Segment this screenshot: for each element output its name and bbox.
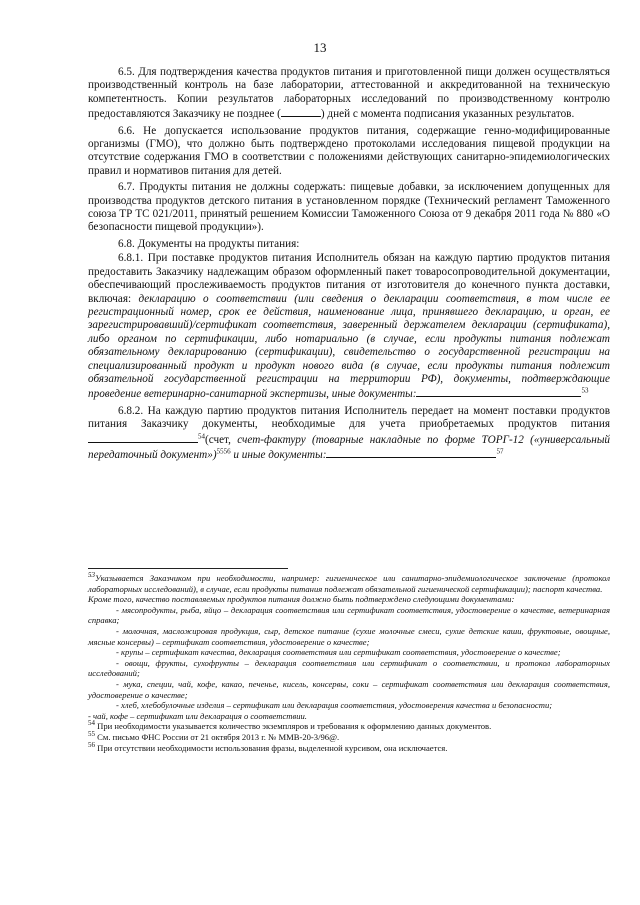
paragraph-6-8-2-mid: (счет, [205,433,238,446]
footnote-54-num: 54 [88,719,95,728]
paragraph-6-8-2 [88,405,610,463]
docs-blank [88,432,198,443]
paragraph-6-8-1-plain: 6.8.1. При поставке продуктов питания Исполнитель обязан на каждую партию продуктов питания предоставить Заказчику надлежащим образом оформленный пакет товаросопроводительной документации, обеспечивающий прослеживаемость продуктов питания от изготовителя до конечного пункта доставки, включая: [88,252,610,305]
footnote-53-intro: Кроме того, качество поставляемых продуктов питания должно быть подтверждено следующими документами: [88,594,515,605]
paragraph-6-5-tail: дней с момента подписания указанных результатов. [327,108,575,121]
other-docs-blank [416,386,581,397]
document-body [88,66,610,465]
paragraph-6-7: 6.7. Продукты питания не должны содержать: пищевые добавки, за исключением допущенных для производства продуктов детского питания в установленном порядке (Технический регламент Таможенного союза ТР ТС 021/2011, принятый решением Комиссии Таможенного Союза от 9 декабря 2011 года № 880 «О безопасности пищевой продукции»). [88,181,610,234]
footnote-56 [88,740,610,754]
paragraph-6-6: 6.6. Не допускается использование продуктов питания, содержащие генно-модифицированные организмы (ГМО), что должно быть подтверждено протоколами исследования пищевой продукции на отсутствие содержания ГМО в соответствии с положениями действующих санитарно-эпидемиологических правил и нормативов питания для детей. [88,124,610,177]
footnote-53-item: - молочная, масложировая продукция, сыр, детское питание (сухие молочные смеси, сухие детские каши, фруктовые, овощные, мясные консервы) – сертификат соответствия, удостоверение о качестве; [88,625,610,647]
page-number: 13 [313,40,327,55]
footnote-56-text: При отсутствии необходимости использования фразы, выделенной курсивом, она исключается. [97,742,448,753]
footnote-54 [88,721,610,732]
footnote-54-text: При необходимости указывается количество экземпляров и требования к оформлению данных документов. [97,721,492,732]
paragraph-6-5-close: ) [320,108,325,121]
paragraph-6-8-2-italic: счет-фактуру (товарные накладные по форме ТОРГ-12 («универсальный передаточный документ») [88,433,610,461]
footnote-53 [88,573,610,594]
footnotes [88,573,610,753]
footnote-ref-57: 57 [496,447,504,456]
other-docs-blank-2 [326,447,496,458]
paragraph-6-5 [88,66,610,122]
footnote-53-item: - мука, специи, чай, кофе, какао, печенье, кисель, консервы, соки – сертификат соответствия или декларация соответствия, удостоверение о качестве; [88,678,610,700]
footnote-ref-53: 53 [581,386,589,395]
footnote-53-item: - чай, кофе – сертификат или декларация о соответствии. [88,710,307,721]
footnote-53-item: - крупы – сертификат качества, декларация соответствия или сертификат соответствия, удостоверение о качестве; [116,647,561,658]
footnote-separator [88,568,288,569]
footnote-53-item: - хлеб, хлебобулочные изделия – сертификат или декларация соответствия, удостоверения качества и безопасности; [116,700,553,711]
footnote-ref-54: 54 [198,431,205,440]
paragraph-6-8-1 [88,252,610,401]
footnote-ref-55: 55 [216,447,224,456]
footnote-56-num: 56 [88,740,95,749]
footnote-53-num: 53 [88,571,95,580]
paragraph-6-5-text: 6.5. Для подтверждения качества продуктов питания и приготовленной пищи должен осуществляться производственный контроль на базе лаборатории, аттестованной и аккредитованной на техническую компетентность. Копии результатов лабораторных исследований по производственному контролю предоставляются Заказчику не позднее ( [88,66,610,121]
paragraph-6-8-1-italic: декларацию о соответствии (или сведения о декларации соответствия, в том числе ее регистрационный номер, срок ее действия, наименование лица, принявшего декларацию, и орган, ее зарегистрировавший)/сертификат соответствия, заверенный держателем декларации (сертификата), либо органом по сертификации, либо нотариально (в случае, если продукты питания подлежат обязательному декларированию (сертификации), свидетельство о государственной регистрации на специализированный продукт и продукт нового вида (в случае, если продукты питания подлежит обязательной государственной регистрации на территории РФ), документы, подтверждающие проведение ветеринарно-санитарной экспертизы, иные документы: [88,292,610,401]
footnote-ref-56: 56 [223,447,231,456]
footnote-53-item: - мясопродукты, рыба, яйцо – декларация соответствия или сертификат соответствия, удостоверение о качестве, ветеринарная справка; [88,604,610,626]
paragraph-6-8: 6.8. Документы на продукты питания: [118,237,300,250]
footnote-53-item: - овощи, фрукты, сухофрукты – декларация соответствия или сертификат о соответствии, и протокол лабораторных исследований; [88,657,610,679]
footnote-55-text: См. письмо ФНС России от 21 октября 2013 г. № ММВ-20-3/96@. [97,731,340,742]
footnote-53-text: Указывается Заказчиком при необходимости, например: гигиеническое или санитарно-эпидемиологическое заключение (протокол лабораторных исследований), в случае, если продукты питания подлежат обязательной гигиенической сертификации); паспорт качества. [88,573,610,594]
footnote-55 [88,732,610,743]
paragraph-6-8-2-plain: 6.8.2. На каждую партию продуктов питания Исполнитель передает на момент поставки продуктов питания Заказчику документы, необходимые для учета приобретаемых продуктов питания [88,404,610,431]
paragraph-6-8-2-tail: и иные документы: [230,448,327,461]
days-blank [281,106,321,117]
footnote-55-num: 55 [88,730,95,739]
